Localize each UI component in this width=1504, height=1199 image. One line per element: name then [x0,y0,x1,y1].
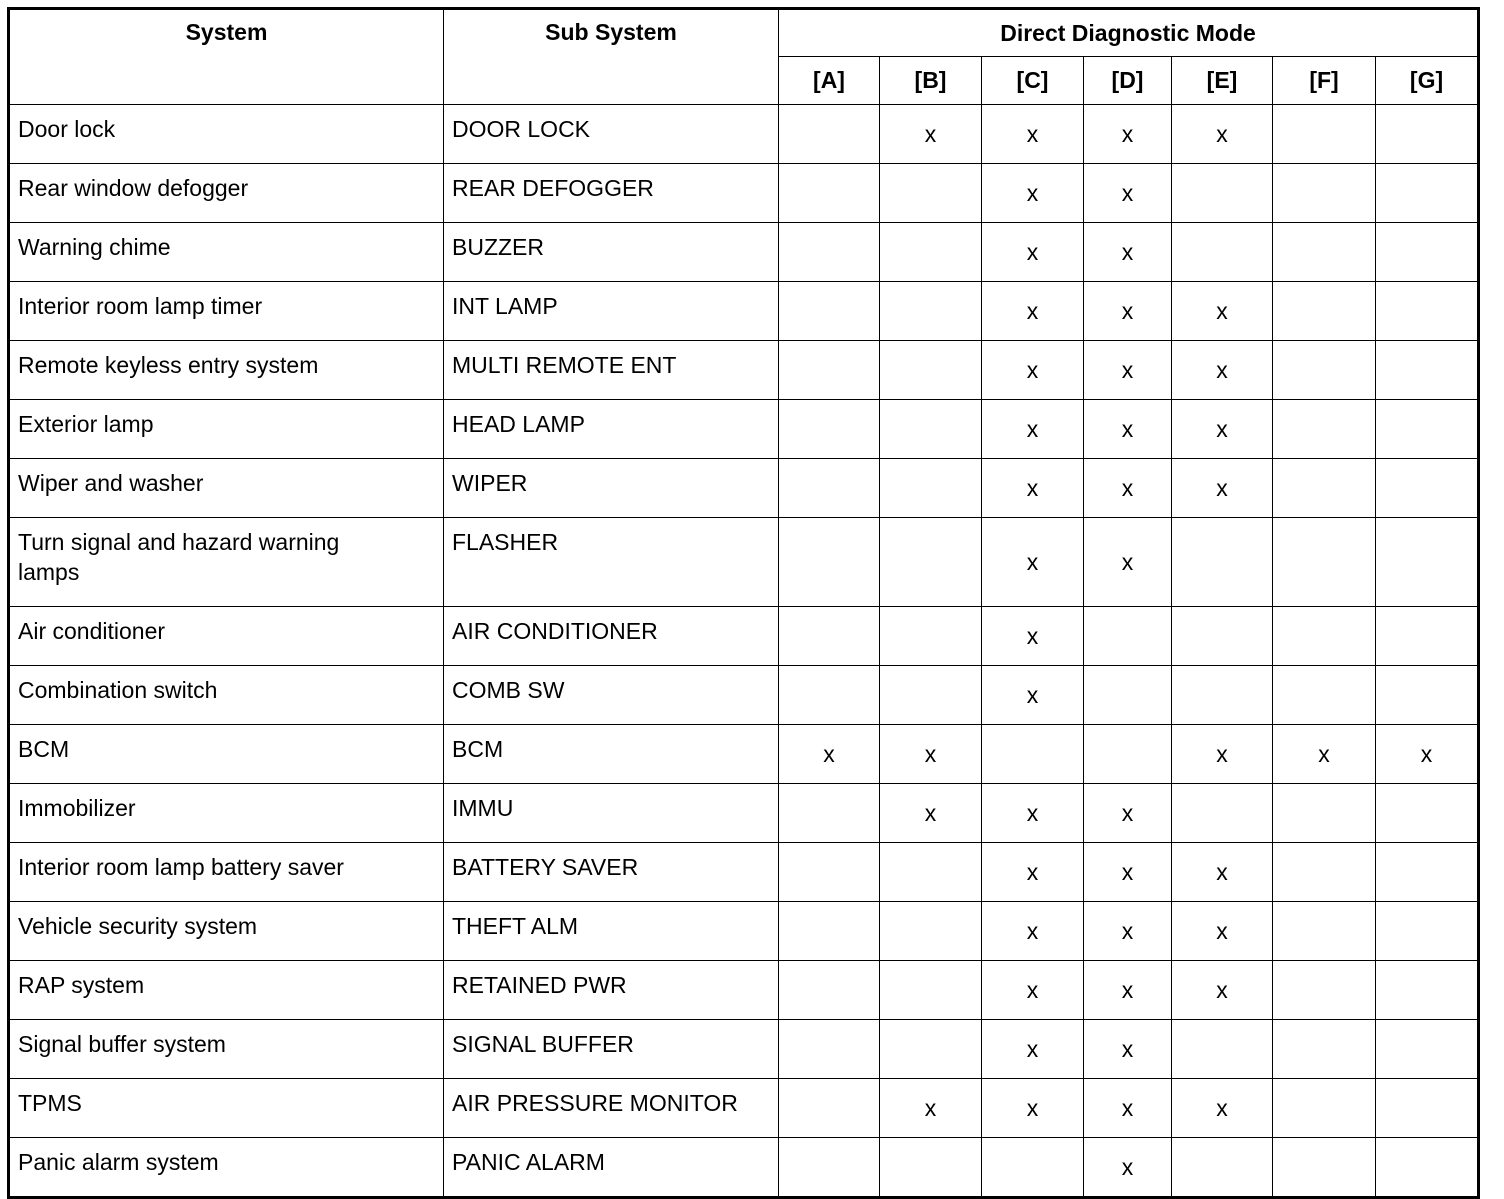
header-system: System [9,9,444,105]
system-name: Exterior lamp [18,411,154,437]
mode-mark-f [1273,784,1376,843]
system-name: Remote keyless entry system [18,352,319,378]
sub-system-cell [444,843,779,902]
system-name: Interior room lamp timer [18,293,263,319]
mode-mark-f [1273,105,1376,164]
mode-mark-c: x [982,282,1084,341]
sub-system-name: PANIC ALARM [452,1149,605,1175]
mode-mark-f [1273,223,1376,282]
mode-mark-d: x [1084,1020,1172,1079]
system-name: Interior room lamp battery saver [18,854,344,880]
sub-system-cell [444,341,779,400]
sub-system-cell [444,1020,779,1079]
system-cell [9,400,444,459]
sub-system-name: WIPER [452,470,528,496]
mode-mark-a [779,341,880,400]
mode-mark-c: x [982,164,1084,223]
table-row [9,961,1479,1020]
system-cell [9,341,444,400]
system-name: Immobilizer [18,795,136,821]
mode-mark-e [1172,607,1273,666]
header-direct-diagnostic-mode: Direct Diagnostic Mode [779,9,1479,57]
mode-mark-a [779,223,880,282]
table-row [9,105,1479,164]
sub-system-name: AIR PRESSURE MONITOR [452,1090,738,1116]
sub-system-name: INT LAMP [452,293,558,319]
mode-mark-d: x [1084,1138,1172,1198]
system-name: Panic alarm system [18,1149,219,1175]
mode-mark-c: x [982,1079,1084,1138]
table-row [9,282,1479,341]
mode-mark-c: x [982,902,1084,961]
mode-mark-c [982,1138,1084,1198]
mode-mark-g [1376,400,1479,459]
mode-mark-a [779,164,880,223]
mode-mark-a [779,282,880,341]
system-cell [9,1020,444,1079]
mode-mark-b [880,164,982,223]
mode-mark-f [1273,1079,1376,1138]
sub-system-name: BATTERY SAVER [452,854,639,880]
system-cell [9,459,444,518]
mode-mark-f [1273,282,1376,341]
mode-mark-d: x [1084,341,1172,400]
sub-system-cell [444,282,779,341]
sub-system-name: BCM [452,736,504,762]
header-mode-b: [B] [880,57,982,105]
mode-mark-e [1172,223,1273,282]
system-name: Wiper and washer [18,470,204,496]
mode-mark-g [1376,961,1479,1020]
sub-system-name: SIGNAL BUFFER [452,1031,634,1057]
mode-mark-d: x [1084,843,1172,902]
mode-mark-f [1273,341,1376,400]
mode-mark-g [1376,164,1479,223]
table-row [9,784,1479,843]
header-mode-e: [E] [1172,57,1273,105]
mode-mark-c: x [982,223,1084,282]
mode-mark-c: x [982,400,1084,459]
table-row [9,1138,1479,1198]
sub-system-name: COMB SW [452,677,565,703]
mode-mark-c: x [982,666,1084,725]
mode-mark-g [1376,282,1479,341]
mode-mark-e: x [1172,725,1273,784]
system-cell [9,607,444,666]
table-row [9,164,1479,223]
sub-system-cell [444,1138,779,1198]
table-row [9,459,1479,518]
mode-mark-c: x [982,843,1084,902]
table-row [9,843,1479,902]
system-name: Turn signal and hazard warning lamps [18,529,340,585]
sub-system-name: REAR DEFOGGER [452,175,654,201]
mode-mark-e: x [1172,961,1273,1020]
mode-mark-e: x [1172,843,1273,902]
mode-mark-c: x [982,341,1084,400]
system-cell [9,164,444,223]
mode-mark-a [779,459,880,518]
mode-mark-e [1172,518,1273,607]
sub-system-cell [444,164,779,223]
mode-mark-g [1376,459,1479,518]
system-cell [9,1079,444,1138]
mode-mark-e: x [1172,341,1273,400]
mode-mark-c: x [982,459,1084,518]
mode-mark-g [1376,341,1479,400]
mode-mark-c [982,725,1084,784]
sub-system-cell [444,784,779,843]
system-cell [9,282,444,341]
mode-mark-b [880,843,982,902]
mode-mark-d: x [1084,784,1172,843]
mode-mark-f [1273,902,1376,961]
mode-mark-b [880,607,982,666]
mode-mark-g [1376,1079,1479,1138]
system-cell [9,105,444,164]
mode-mark-b [880,902,982,961]
system-name: BCM [18,736,70,762]
system-cell [9,784,444,843]
mode-mark-g: x [1376,725,1479,784]
header-mode-c: [C] [982,57,1084,105]
header-mode-a: [A] [779,57,880,105]
mode-mark-d [1084,725,1172,784]
mode-mark-f [1273,518,1376,607]
system-cell [9,843,444,902]
sub-system-cell [444,666,779,725]
mode-mark-d: x [1084,164,1172,223]
mode-mark-a [779,666,880,725]
mode-mark-f [1273,1138,1376,1198]
mode-mark-f [1273,164,1376,223]
table-row [9,1079,1479,1138]
mode-mark-f [1273,843,1376,902]
system-name: Air conditioner [18,618,166,644]
mode-mark-c: x [982,518,1084,607]
system-cell [9,725,444,784]
system-name: TPMS [18,1090,82,1116]
system-name: Signal buffer system [18,1031,226,1057]
mode-mark-b [880,961,982,1020]
sub-system-cell [444,105,779,164]
mode-mark-f [1273,1020,1376,1079]
system-cell [9,518,444,607]
mode-mark-b: x [880,725,982,784]
mode-mark-g [1376,666,1479,725]
system-cell [9,961,444,1020]
mode-mark-e: x [1172,459,1273,518]
mode-mark-a [779,784,880,843]
mode-mark-d [1084,607,1172,666]
mode-mark-c: x [982,607,1084,666]
mode-mark-a [779,400,880,459]
mode-mark-b [880,459,982,518]
sub-system-cell [444,1079,779,1138]
table-row [9,902,1479,961]
mode-mark-e: x [1172,400,1273,459]
mode-mark-e [1172,784,1273,843]
mode-mark-e [1172,1020,1273,1079]
mode-mark-f [1273,459,1376,518]
sub-system-name: MULTI REMOTE ENT [452,352,677,378]
mode-mark-d: x [1084,223,1172,282]
mode-mark-b: x [880,784,982,843]
table-row [9,223,1479,282]
mode-mark-b: x [880,105,982,164]
sub-system-cell [444,961,779,1020]
mode-mark-g [1376,223,1479,282]
mode-mark-g [1376,784,1479,843]
mode-mark-c: x [982,1020,1084,1079]
mode-mark-g [1376,1138,1479,1198]
sub-system-name: FLASHER [452,529,559,555]
mode-mark-e: x [1172,902,1273,961]
mode-mark-d: x [1084,961,1172,1020]
table-row [9,341,1479,400]
sub-system-name: THEFT ALM [452,913,579,939]
mode-mark-a [779,105,880,164]
mode-mark-g [1376,607,1479,666]
mode-mark-d: x [1084,518,1172,607]
sub-system-cell [444,902,779,961]
mode-mark-c: x [982,784,1084,843]
header-sub-system: Sub System [444,9,779,105]
mode-mark-g [1376,105,1479,164]
mode-mark-a [779,607,880,666]
sub-system-name: BUZZER [452,234,544,260]
table-body [9,105,1479,1198]
mode-mark-b [880,1020,982,1079]
mode-mark-f [1273,607,1376,666]
system-cell [9,902,444,961]
table-row [9,1020,1479,1079]
table-row [9,666,1479,725]
mode-mark-c: x [982,105,1084,164]
mode-mark-b [880,518,982,607]
sub-system-cell [444,400,779,459]
mode-mark-c: x [982,961,1084,1020]
mode-mark-e [1172,666,1273,725]
mode-mark-d [1084,666,1172,725]
mode-mark-d: x [1084,459,1172,518]
sub-system-cell [444,459,779,518]
system-name: Rear window defogger [18,175,249,201]
system-cell [9,1138,444,1198]
sub-system-name: RETAINED PWR [452,972,627,998]
mode-mark-a [779,843,880,902]
mode-mark-a: x [779,725,880,784]
sub-system-name: AIR CONDITIONER [452,618,658,644]
mode-mark-f: x [1273,725,1376,784]
mode-mark-a [779,1020,880,1079]
system-cell [9,223,444,282]
diagnostic-mode-table [7,7,1480,1199]
system-name: Combination switch [18,677,218,703]
mode-mark-b: x [880,1079,982,1138]
mode-mark-g [1376,1020,1479,1079]
mode-mark-a [779,1079,880,1138]
mode-mark-e: x [1172,1079,1273,1138]
mode-mark-b [880,282,982,341]
mode-mark-b [880,1138,982,1198]
mode-mark-d: x [1084,1079,1172,1138]
mode-mark-f [1273,961,1376,1020]
mode-mark-a [779,961,880,1020]
mode-mark-d: x [1084,282,1172,341]
system-name: RAP system [18,972,145,998]
sub-system-cell [444,607,779,666]
sub-system-cell [444,725,779,784]
sub-system-name: IMMU [452,795,514,821]
mode-mark-a [779,902,880,961]
table-row [9,607,1479,666]
mode-mark-b [880,400,982,459]
system-cell [9,666,444,725]
sub-system-cell [444,518,779,607]
mode-mark-a [779,1138,880,1198]
header-mode-g: [G] [1376,57,1479,105]
header-mode-f: [F] [1273,57,1376,105]
sub-system-name: DOOR LOCK [452,116,591,142]
mode-mark-b [880,341,982,400]
mode-mark-e [1172,164,1273,223]
mode-mark-d: x [1084,105,1172,164]
mode-mark-d: x [1084,400,1172,459]
mode-mark-f [1273,400,1376,459]
mode-mark-f [1273,666,1376,725]
mode-mark-b [880,666,982,725]
mode-mark-e [1172,1138,1273,1198]
system-name: Warning chime [18,234,171,260]
mode-mark-a [779,518,880,607]
mode-mark-e: x [1172,105,1273,164]
mode-mark-g [1376,843,1479,902]
table-row [9,400,1479,459]
table-row [9,725,1479,784]
mode-mark-g [1376,902,1479,961]
sub-system-name: HEAD LAMP [452,411,585,437]
mode-mark-d: x [1084,902,1172,961]
system-name: Door lock [18,116,116,142]
mode-mark-b [880,223,982,282]
table-row [9,518,1479,607]
sub-system-cell [444,223,779,282]
system-name: Vehicle security system [18,913,258,939]
header-mode-d: [D] [1084,57,1172,105]
mode-mark-g [1376,518,1479,607]
mode-mark-e: x [1172,282,1273,341]
